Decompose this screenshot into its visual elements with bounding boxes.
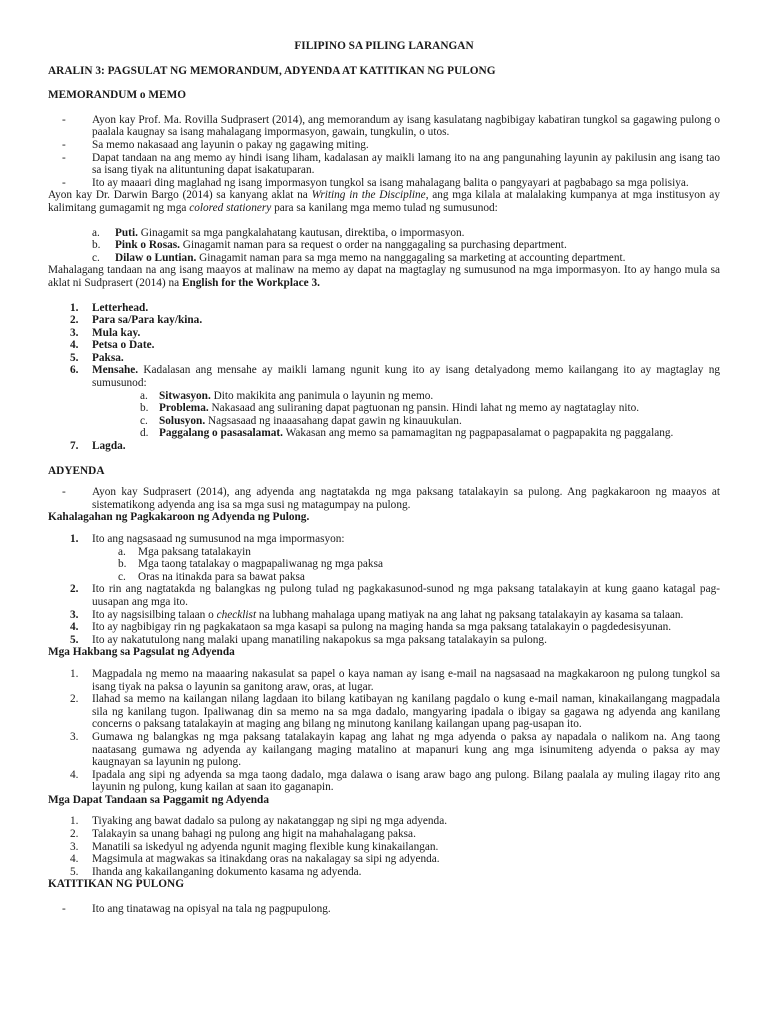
item-text: na lubhang mahalaga upang matiyak na ang lahat ng paksang tatalakayin ay kasama sa talaan. — [256, 608, 684, 621]
item-text: Manatili sa iskedyul ng adyenda ngunit maging flexible kung kinakailangan. — [92, 840, 439, 853]
list-item — [48, 731, 720, 769]
list-item — [48, 339, 720, 352]
number-marker: 3. — [70, 840, 79, 853]
section-heading-adyenda: ADYENDA — [48, 464, 105, 477]
dash-marker: - — [62, 138, 66, 151]
number-marker: 5. — [70, 351, 79, 364]
item-label: Sitwasyon. — [159, 389, 211, 402]
memo-parts-list — [48, 302, 720, 453]
list-item-text: Sa memo nakasaad ang layunin o pakay ng gagawing miting. — [92, 138, 369, 151]
paragraph-text: , ang mga kilala at malalaking kumpanya at mga institusyon ay kalimitang gumagamit ng mga — [48, 189, 720, 214]
letter-marker: c. — [140, 414, 148, 427]
list-item-text: Ayon kay Sudprasert (2014), ang adyenda ang nagtatakda ng mga paksang tatalakayin sa pulong. Ang pagkakaroon ng maayos at sistematikong adyenda ang isa sa mga susi ng matagumpay na pulong. — [92, 486, 720, 511]
item-text: Mga paksang tatalakayin — [138, 545, 251, 558]
list-item — [48, 546, 720, 559]
hakbang-list — [48, 668, 720, 794]
item-text: Talakayin sa unang bahagi ng pulong ang higit na mahahalagang paksa. — [92, 828, 416, 841]
list-item — [48, 139, 720, 152]
list-item — [48, 402, 720, 415]
item-text: Magpadala ng memo na maaaring nakasulat sa papel o kaya naman ay isang e-mail na nagsasaad na magkakaroon ng pulong tungkol sa isang tiyak na paksa o layunin sa ganitong araw, oras, at lugar. — [92, 667, 720, 693]
letter-marker: b. — [118, 558, 127, 571]
list-item — [48, 390, 720, 403]
item-text: Kadalasan ang mensahe ay maikli lamang ngunit kung ito ay isang detalyadong memo kailangang ito ay magtaglay ng sumusunod: — [92, 364, 720, 390]
letter-marker: c. — [118, 570, 126, 583]
dash-marker: - — [62, 176, 66, 189]
list-item — [48, 609, 720, 622]
item-label: Pink o Rosas. — [115, 239, 180, 252]
list-item — [48, 558, 720, 571]
number-marker: 3. — [70, 608, 79, 621]
item-text: Gumawa ng balangkas ng mga paksang tatalakayin kapag ang lahat ng mga adyenda o paksa ay napadala o nalikom na. Ang taong naatasang gumawa ng adyenda ay kailangang maging matalino at mapanuri kung ang mga isinumiteng adyenda o paksa ay may kaugnayan sa layunin ng pulong. — [92, 730, 720, 769]
term-emphasis: checklist — [216, 608, 257, 621]
item-text: Ginagamit naman para sa mga memo na nanggagaling sa marketing at accounting department. — [196, 251, 626, 264]
number-marker: 4. — [70, 768, 79, 781]
dash-marker: - — [62, 903, 66, 916]
item-label: Problema. — [159, 402, 209, 415]
paragraph-text: Ayon kay Dr. Darwin Bargo (2014) sa kanyang aklat na — [48, 189, 312, 202]
dash-marker: - — [62, 113, 66, 126]
list-item — [48, 621, 720, 634]
letter-marker: a. — [92, 226, 100, 239]
book-title: Writing in the Discipline — [311, 189, 426, 202]
subheading-tandaan: Mga Dapat Tandaan sa Paggamit ng Adyenda — [48, 793, 269, 806]
tandaan-list — [48, 815, 720, 878]
list-item — [48, 533, 720, 583]
item-text: Ginagamit sa mga pangkalahatang kautusan, direktiba, o impormasyon. — [137, 226, 465, 239]
letter-marker: a. — [140, 389, 148, 402]
subheading-kahalagahan: Kahalagahan ng Pagkakaroon ng Adyenda ng Pulong. — [48, 511, 310, 524]
item-text: Magsimula at magwakas sa itinakdang oras na nakalagay sa sipi ng adyenda. — [92, 853, 440, 866]
list-item — [48, 486, 720, 511]
item-text: Oras na itinakda para sa bawat paksa — [138, 570, 305, 583]
number-marker: 2. — [70, 314, 79, 327]
list-item — [48, 177, 720, 190]
book-title: English for the Workplace 3. — [181, 276, 320, 289]
list-item — [48, 314, 720, 327]
item-label: Paksa. — [92, 351, 124, 364]
number-marker: 4. — [70, 339, 79, 352]
number-marker: 4. — [70, 621, 79, 634]
number-marker: 6. — [70, 364, 79, 377]
memo-bullet-list — [48, 114, 720, 190]
item-text: Ito ay nagsisilbing talaan o — [92, 608, 217, 621]
number-marker: 7. — [70, 440, 79, 453]
list-item — [48, 427, 720, 440]
lesson-title: ARALIN 3: PAGSULAT NG MEMORANDUM, ADYENDA AT KATITIKAN NG PULONG — [48, 64, 496, 77]
item-text: Ihanda ang kakailanganing dokumento kasama ng adyenda. — [92, 865, 362, 878]
number-marker: 2. — [70, 583, 79, 596]
item-text: Ipadala ang sipi ng adyenda sa mga taong dadalo, mga dalawa o isang araw bago ang pulong. Bilang paalala ay muling ilagay rito ang layunin ng pulong, kung kailan at saan ito gaganapin. — [92, 768, 720, 794]
list-item — [48, 815, 720, 828]
item-text: Tiyaking ang bawat dadalo sa pulong ay nakatanggap ng sipi ng mga adyenda. — [92, 815, 448, 828]
letter-marker: d. — [140, 427, 149, 440]
number-marker: 1. — [70, 667, 79, 680]
item-label: Lagda. — [92, 440, 126, 453]
term-emphasis: colored stationery — [189, 201, 272, 214]
dash-marker: - — [62, 486, 66, 499]
item-label: Mula kay. — [92, 326, 141, 339]
number-marker: 5. — [70, 865, 79, 878]
list-item — [48, 302, 720, 315]
list-item — [48, 252, 720, 265]
list-item — [48, 828, 720, 841]
bargo-paragraph — [48, 189, 720, 214]
item-text: Wakasan ang memo sa pamamagitan ng pagpapasalamat o pagpapakita ng paggalang. — [282, 427, 674, 440]
list-item-text: Ayon kay Prof. Ma. Rovilla Sudprasert (2014), ang memorandum ay isang kasulatang nagbibigay kabatiran tungkol sa gagawing pulong o paalala kaugnay sa isang mahalagang impormasyon, gawain, tungkulin, o utos. — [92, 113, 720, 139]
item-text: Nakasaad ang suliraning dapat pagtuonan ng pansin. Hindi lahat ng memo ay nagtataglay nito. — [208, 402, 640, 415]
item-label: Paggalang o pasasalamat. — [159, 427, 283, 440]
list-item-text: Ito ang tinatawag na opisyal na tala ng pagpupulong. — [92, 903, 331, 916]
item-text: Mga taong tatalakay o magpapaliwanag ng mga paksa — [138, 558, 383, 571]
list-item — [48, 239, 720, 252]
list-item — [48, 327, 720, 340]
number-marker: 1. — [70, 301, 79, 314]
dash-marker: - — [62, 151, 66, 164]
list-item — [48, 853, 720, 866]
item-label: Dilaw o Luntian. — [115, 251, 197, 264]
list-item — [48, 571, 720, 584]
letter-marker: b. — [140, 402, 149, 415]
letter-marker: c. — [92, 251, 100, 264]
number-marker: 2. — [70, 828, 79, 841]
kahalagahan-list — [48, 533, 720, 646]
list-item — [48, 352, 720, 365]
mensahe-sub-list — [48, 390, 720, 440]
document-title: FILIPINO SA PILING LARANGAN — [294, 40, 474, 52]
list-item-text: Ito ay maaari ding maglahad ng isang impormasyon tungkol sa isang mahalagang balita o pangyayari at pagbabago sa mga polisiya. — [92, 176, 689, 189]
number-marker: 1. — [70, 815, 79, 828]
adyenda-bullet-list — [48, 486, 720, 511]
number-marker: 1. — [70, 533, 79, 545]
paragraph-text: Mahalagang tandaan na ang isang maayos at malinaw na memo ay dapat na magtaglay ng sumusunod na mga impormasyon. Ito ay hango mula sa aklat ni Sudprasert (2014) na — [48, 264, 720, 289]
list-item — [48, 769, 720, 794]
list-item — [48, 634, 720, 647]
list-item — [48, 841, 720, 854]
number-marker: 3. — [70, 326, 79, 339]
list-item — [48, 668, 720, 693]
list-item — [48, 903, 720, 916]
letter-marker: a. — [118, 545, 126, 558]
list-item — [48, 583, 720, 608]
list-item — [48, 152, 720, 177]
item-text: Ito rin ang nagtatakda ng balangkas ng pulong tulad ng pagkakasunod-sunod ng mga paksang tatalakayin at kung gaano katagal pag-uusapan ang mga ito. — [92, 583, 720, 608]
number-marker: 2. — [70, 693, 79, 706]
item-label: Para sa/Para kay/kina. — [92, 314, 203, 327]
item-label: Letterhead. — [92, 301, 149, 314]
section-heading-katitikan: KATITIKAN NG PULONG — [48, 878, 184, 891]
list-item — [48, 415, 720, 428]
item-label: Petsa o Date. — [92, 339, 155, 352]
number-marker: 3. — [70, 730, 79, 743]
number-marker: 4. — [70, 853, 79, 866]
stationery-color-list — [48, 227, 720, 265]
letter-marker: b. — [92, 239, 101, 252]
katitikan-bullet-list — [48, 903, 720, 916]
item-label: Puti. — [115, 226, 138, 239]
list-item — [48, 364, 720, 440]
list-item — [48, 693, 720, 731]
item-text: Ito ay nagbibigay rin ng pagkakataon sa mga kasapi sa pulong na maging handa sa mga paksang tatalakayin o pagdedesisyunan. — [92, 621, 672, 634]
list-item — [48, 114, 720, 139]
section-heading-memo: MEMORANDUM o MEMO — [48, 89, 187, 102]
item-text: Dito makikita ang panimula o layunin ng memo. — [210, 389, 434, 402]
item-label: Mensahe. — [92, 364, 139, 377]
item-text: Ito ang nagsasaad ng sumusunod na mga impormasyon: — [92, 533, 345, 545]
kahalagahan-sub-list — [48, 546, 720, 584]
subheading-hakbang: Mga Hakbang sa Pagsulat ng Adyenda — [48, 646, 235, 659]
item-text: Ginagamit naman para sa request o order na nanggagaling sa purchasing department. — [179, 239, 567, 252]
item-text: Ilahad sa memo na kailangan nilang lagdaan ito bilang katibayan ng kanilang pagdalo o kung e-mail naman, kinakailangang magpadala sila ng kanilang tugon. Ipaliwanag din sa memo na sa mga dadalo, mangyaring ipadala o ibigay sa gagawa ng adyenda ang kanilang concerns o paksang tatalakayin at maging ang bilang ng minutong kanilang kailangan upang pag-usapan ito. — [92, 693, 720, 731]
list-item-text: Dapat tandaan na ang memo ay hindi isang liham, kadalasan ay maikli lamang ito na ang pangunahing layunin ay pakilusin ang isang tao sa isang tiyak na alituntuning dapat isakatuparan. — [92, 151, 720, 177]
memo-parts-intro — [48, 264, 720, 289]
number-marker: 5. — [70, 633, 79, 646]
list-item — [48, 440, 720, 453]
item-text: Nagsasaad ng inaaasahang dapat gawin ng kinauukulan. — [205, 414, 462, 427]
item-text: Ito ay nakatutulong nang malaki upang manatiling nakapokus sa mga paksang tatalakayin sa pulong. — [92, 633, 547, 646]
item-label: Solusyon. — [159, 414, 206, 427]
list-item — [48, 866, 720, 879]
list-item — [48, 227, 720, 240]
paragraph-text: para sa kanilang mga memo tulad ng sumusunod: — [271, 201, 498, 214]
